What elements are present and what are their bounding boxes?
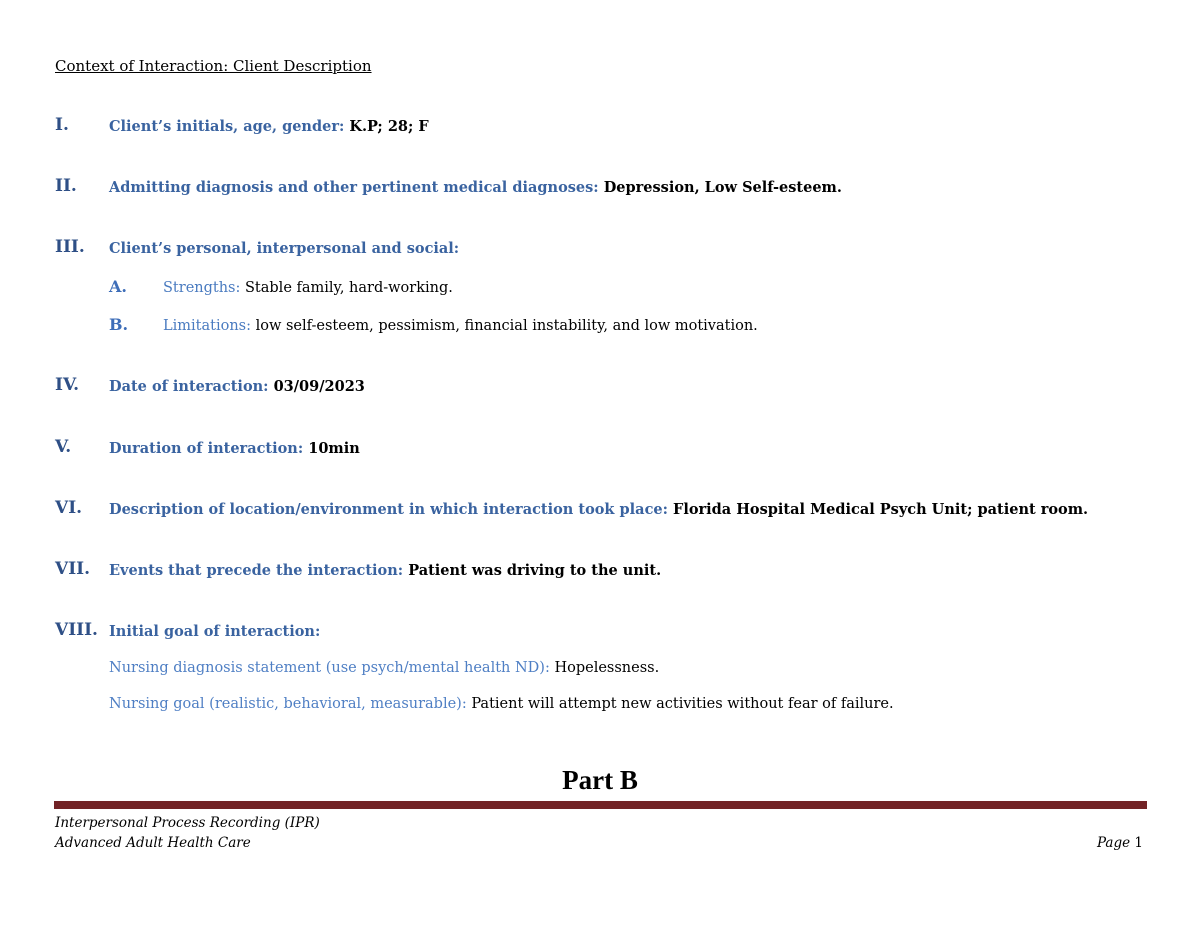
goal-label: Nursing goal (realistic, behavioral, measurable): (109, 696, 467, 712)
footer-line-1: Interpersonal Process Recording (IPR) (55, 815, 320, 831)
footer-divider (54, 801, 1147, 809)
item-label: Initial goal of interaction: (109, 623, 321, 640)
sub-item-value: Stable family, hard-working. (240, 280, 453, 296)
goal-label: Nursing diagnosis statement (use psych/mental health ND): (109, 660, 550, 676)
item-value: Patient was driving to the unit. (403, 562, 662, 579)
item-number: I. (55, 115, 69, 135)
sub-item-value: low self-esteem, pessimism, financial instability, and low motivation. (250, 318, 758, 334)
item-label: Client’s personal, interpersonal and social: (109, 240, 460, 257)
section-title: Context of Interaction: Client Description (55, 57, 372, 75)
sub-item-label: Strengths: (163, 280, 241, 296)
sub-item-letter: B. (109, 315, 129, 334)
item-value: 03/09/2023 (268, 378, 365, 395)
part-heading: Part B (562, 765, 638, 795)
item-number: VI. (55, 498, 83, 518)
footer-line-2: Advanced Adult Health Care (55, 835, 251, 851)
item-value: Florida Hospital Medical Psych Unit; patient room. (667, 501, 1089, 518)
item-number: III. (55, 237, 85, 257)
goal-value: Patient will attempt new activities without fear of failure. (466, 696, 894, 712)
item-label: Duration of interaction: (109, 440, 304, 457)
item-label: Description of location/environment in which interaction took place: (109, 501, 668, 518)
item-value: K.P; 28; F (344, 118, 429, 135)
item-label: Date of interaction: (109, 378, 269, 395)
item-number: VIII. (55, 620, 98, 640)
goal-value: Hopelessness. (549, 660, 660, 676)
item-number: II. (55, 176, 77, 196)
item-label: Client’s initials, age, gender: (109, 118, 345, 135)
item-number: V. (55, 437, 72, 457)
sub-item-letter: A. (109, 277, 127, 296)
item-value: 10min (303, 440, 360, 457)
item-label: Events that precede the interaction: (109, 562, 404, 579)
page-label: Page (1096, 835, 1131, 851)
sub-item-label: Limitations: (163, 318, 251, 334)
page-number (1097, 835, 1143, 851)
page-number-value: 1 (1134, 835, 1143, 851)
item-number: IV. (55, 375, 80, 395)
item-value: Depression, Low Self-esteem. (598, 179, 842, 196)
item-number: VII. (55, 559, 91, 579)
item-label: Admitting diagnosis and other pertinent medical diagnoses: (109, 179, 599, 196)
